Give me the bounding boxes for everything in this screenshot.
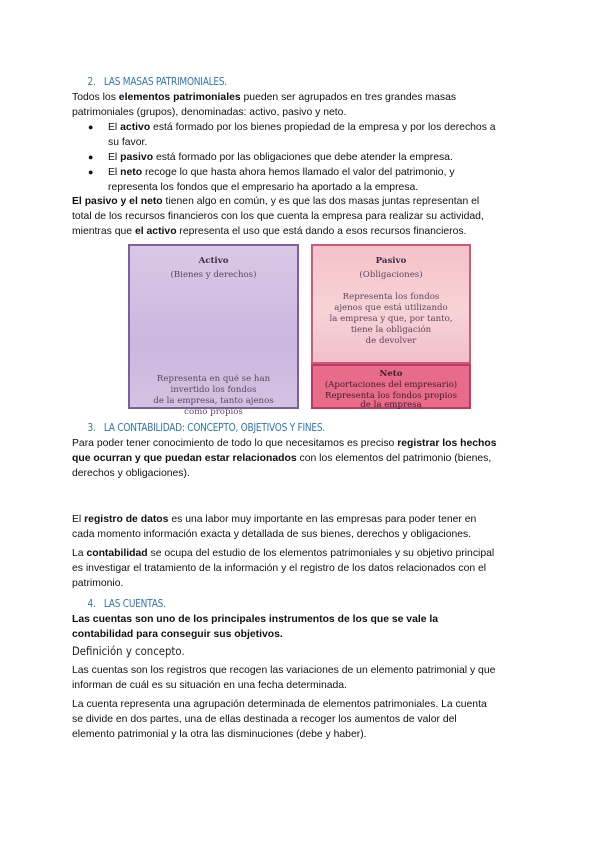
section-heading-4: 4. LAS CUENTAS. [87,598,166,610]
bullet-list-masas [72,120,524,195]
paragraph-pasivo-neto: El pasivo y el neto tienen algo en común, y es que las dos masas juntas representan el total de los recursos financieros con los que cuenta la empresa para realizar su actividad, mientras que el activo representa el uso que está dando a esos recursos financieros. [72,196,484,237]
paragraph-cuentas-intro: Las cuentas son uno de los principales instrumentos de los que se vale la contabilidad para conseguir sus objetivos. [72,614,439,640]
list-item: ● El activo está formado por los bienes propiedad de la empresa y por los derechos a su favor. [88,122,496,148]
pasivo-box: Pasivo (Obligaciones) Representa los fondos ajenos que está utilizando la empresa y que, por tanto, tiene la obligación de devolver [311,244,471,364]
paragraph-contabilidad: La contabilidad se ocupa del estudio de los elementos patrimoniales y su objetivo principal es investigar el tratamiento de la información y el registro de los datos relacionados con el patrimonio. [72,548,495,589]
list-item: ● El pasivo está formado por las obligaciones que debe atender la empresa. [88,152,453,163]
activo-box: Activo (Bienes y derechos) Representa en qué se han invertido los fondos de la empresa, tanto ajenos como propios [128,244,299,409]
section-cuentas [72,597,524,611]
paragraph-registro-datos: El registro de datos es una labor muy importante en las empresas para poder tener en cada momento información exacta y detallada de sus bienes, derechos y obligaciones. [72,514,477,540]
bullet-icon: ● [88,152,94,162]
section-contabilidad [72,421,524,435]
paragraph-cuenta-agrupacion: La cuenta representa una agrupación determinada de elementos patrimoniales. La cuenta se divide en dos partes, una de ellas destinada a recoger los aumentos de valor del elemento patrimonial y la otra las disminuciones (debe y haber). [72,699,487,740]
paragraph-registrar-hechos: Para poder tener conocimiento de todo lo que necesitamos es preciso registrar los hechos que ocurran y que puedan estar relacionados con los elementos del patrimonio (bienes, derechos y obligaciones). [72,438,497,479]
section-masas-patrimoniales [72,75,524,89]
list-item: ● El neto recoge lo que hasta ahora hemos llamado el valor del patrimonio, y representa los fondos que el empresario ha aportado a la empresa. [88,167,455,193]
section-heading-3: 3. LA CONTABILIDAD: CONCEPTO, OBJETIVOS Y FINES. [87,422,325,434]
paragraph-cuentas-registros: Las cuentas son los registros que recogen las variaciones de un elemento patrimonial y que informan de cuál es su situación en una fecha determinada. [72,665,496,691]
patrimonio-figure [120,244,471,417]
section-heading-2: 2. LAS MASAS PATRIMONIALES. [87,76,227,88]
paragraph-masas-intro: Todos los elementos patrimoniales pueden ser agrupados en tres grandes masas patrimoniales (grupos), denominadas: activo, pasivo y neto. [72,92,457,118]
subheading-definicion: Definición y concepto. [72,644,185,658]
bullet-icon: ● [88,167,94,177]
neto-box: Neto (Aportaciones del empresario) Representa los fondos propios de la empresa [311,364,471,409]
bullet-icon: ● [88,122,94,132]
